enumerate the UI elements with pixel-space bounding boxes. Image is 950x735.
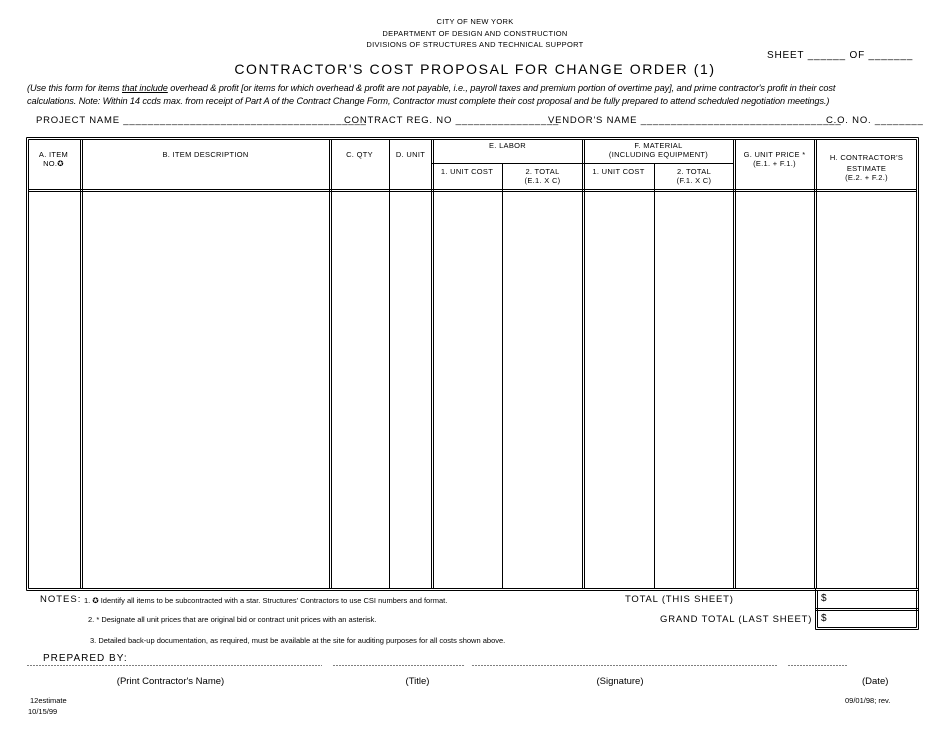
col-h-header-sub: ESTIMATE <box>846 164 887 173</box>
col-e-header: E. LABOR <box>489 141 526 150</box>
co-no-field[interactable]: C.O. NO. ________ <box>826 115 924 126</box>
footer-date: 10/15/99 <box>28 707 58 716</box>
notes-label: NOTES: <box>40 594 82 605</box>
col-c-header: C. QTY <box>346 150 373 159</box>
col-f1-header: 1. UNIT COST <box>592 167 645 176</box>
grand-total-label: GRAND TOTAL (LAST SHEET) <box>660 614 813 625</box>
col-f-header: F. MATERIAL <box>634 141 683 150</box>
grand-total-field[interactable]: $ <box>821 613 827 624</box>
instructions-post: overhead & profit [or items for which overhead & profit are not payable, i.e., payroll taxes and premium portion of overtime pay], and prime contractor's profit in their cost <box>167 83 836 93</box>
instructions-line2: calculations. Note: Within 14 ccds max. from receipt of Part A of the Contract Change Form, Contractor must complete their cost proposal and be fully prepared to attend scheduled negotiation meetings.) <box>27 96 830 106</box>
col-d-header: D. UNIT <box>395 150 426 159</box>
note-2: 2. * Designate all unit prices that are original bid or contract unit prices with an asterisk. <box>88 615 377 624</box>
project-name-field[interactable]: PROJECT NAME ________________________________________ <box>36 115 367 126</box>
col-e1-header: 1. UNIT COST <box>440 167 494 176</box>
sheet-field[interactable]: SHEET ______ OF _______ <box>767 50 914 61</box>
prepared-by-label: PREPARED BY: <box>43 653 128 664</box>
col-f-header-sub: (INCLUDING EQUIPMENT) <box>608 150 709 159</box>
total-this-sheet-label: TOTAL (THIS SHEET) <box>625 594 734 605</box>
note-3: 3. Detailed back-up documentation, as required, must be available at the site for auditing purposes for all costs shown above. <box>90 636 506 645</box>
header-department: DEPARTMENT OF DESIGN AND CONSTRUCTION <box>382 29 568 38</box>
col-g-header: G. UNIT PRICE * <box>743 150 806 159</box>
col-f2-header-sub: (F.1. X C) <box>676 176 712 185</box>
col-f2-header: 2. TOTAL <box>676 167 712 176</box>
col-h-header-sub2: (E.2. + F.2.) <box>845 173 888 182</box>
header-division: DIVISIONS OF STRUCTURES AND TECHNICAL SUPPORT <box>366 40 584 49</box>
footer-form-id: 12estimate <box>30 696 67 705</box>
col-g-header-sub: (E.1. + F.1.) <box>753 159 796 168</box>
total-this-sheet-field[interactable]: $ <box>821 593 827 604</box>
col-e2-header-sub: (E.1. X C) <box>524 176 561 185</box>
col-h-header: H. CONTRACTOR'S <box>829 153 904 162</box>
col-a-header-sub: NO.✪ <box>43 159 64 168</box>
vendor-name-field[interactable]: VENDOR'S NAME _________________________________ <box>548 115 842 126</box>
page-title: CONTRACTOR'S COST PROPOSAL FOR CHANGE ORDER (1) <box>234 61 716 77</box>
date-caption: (Date) <box>862 676 889 687</box>
contract-reg-no-field[interactable]: CONTRACT REG. NO _________________ <box>344 115 560 126</box>
signature-caption: (Signature) <box>596 676 644 687</box>
instructions-line1 <box>27 84 835 93</box>
header-city: CITY OF NEW YORK <box>436 17 514 26</box>
note-1: 1. ✪ Identify all items to be subcontracted with a star. Structures' Contractors to use CSI numbers and format. <box>84 596 448 605</box>
col-b-header: B. ITEM DESCRIPTION <box>162 150 249 159</box>
instructions-underlined: that include <box>122 83 168 93</box>
contractor-name-caption: (Print Contractor's Name) <box>116 676 225 687</box>
instructions-pre: (Use this form for items <box>27 83 123 93</box>
col-a-header: A. ITEM <box>38 150 69 159</box>
col-e2-header: 2. TOTAL <box>525 167 560 176</box>
footer-revision: 09/01/98; rev. <box>845 696 891 705</box>
title-caption: (Title) <box>405 676 430 687</box>
